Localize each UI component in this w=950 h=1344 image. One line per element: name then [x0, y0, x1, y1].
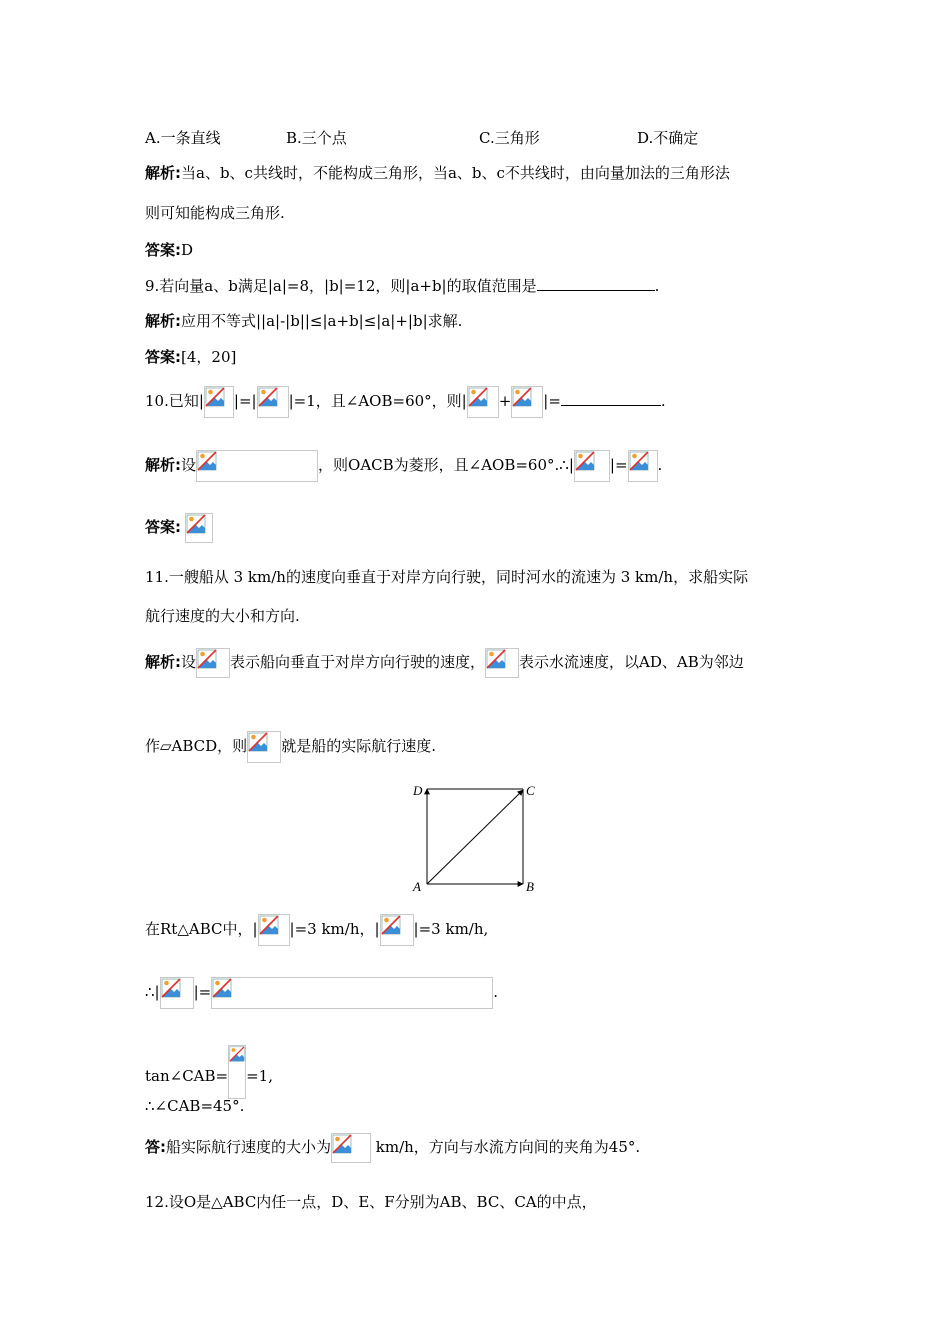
- q11-tan-line: tan∠CAB= =1,: [145, 1045, 273, 1099]
- q11-rt-line: 在Rt△ABC中，| |=3 km/h，| |=3 km/h,: [145, 912, 488, 946]
- option-d: D.不确定: [637, 129, 699, 147]
- q11-final-answer: 答:船实际航行速度的大小为 km/h，方向与水流方向间的夹角为45°.: [145, 1130, 640, 1164]
- answer-image: [185, 513, 213, 543]
- q8-answer: 答案:D: [145, 241, 194, 259]
- vector-image: [511, 386, 543, 418]
- option-b: B.三个点: [286, 129, 347, 147]
- vector-ac: [427, 790, 523, 884]
- q10-question: 10.已知| |=| |=1，且∠AOB=60°，则| + |= .: [145, 384, 666, 418]
- q12-question: 12.设O是△ABC内任一点，D、E、F分别为AB、BC、CA的中点，: [145, 1193, 597, 1211]
- label-b: B: [526, 879, 534, 894]
- label-c: C: [526, 783, 535, 798]
- q9-analysis: 解析:应用不等式||a|-|b||≤|a+b|≤|a|+|b|求解.: [145, 312, 463, 330]
- option-c: C.三角形: [479, 129, 540, 147]
- q11-line1: 11.一艘船从 3 km/h的速度向垂直于对岸方向行驶，同时河水的流速为 3 km/h，求船实际: [145, 568, 749, 586]
- formula-image: [196, 450, 318, 482]
- q9-answer: 答案:[4，20]: [145, 348, 237, 366]
- formula-image: [211, 977, 493, 1009]
- label-a: A: [413, 879, 421, 894]
- q11-angle-line: ∴∠CAB=45°.: [145, 1097, 245, 1115]
- magnitude-image: [331, 1133, 371, 1163]
- vector-image: [257, 386, 289, 418]
- vector-image: [204, 386, 234, 418]
- vector-image: [247, 731, 281, 763]
- fraction-image: [228, 1045, 246, 1099]
- q11-line2: 航行速度的大小和方向.: [145, 607, 300, 625]
- vector-image: [467, 386, 499, 418]
- vector-image: [380, 914, 414, 946]
- vector-image: [574, 450, 610, 482]
- formula-image: [628, 450, 658, 482]
- q8-analysis-line2: 则可知能构成三角形.: [145, 204, 285, 222]
- answer-blank: [537, 290, 655, 291]
- vector-image: [485, 648, 519, 678]
- answer-blank: [561, 405, 661, 406]
- q10-answer: 答案:: [145, 510, 213, 544]
- q11-analysis: 解析:设 表示船向垂直于对岸方向行驶的速度， 表示水流速度，以AD、AB为邻边: [145, 645, 744, 679]
- vector-image: [160, 977, 194, 1009]
- vector-diagram: [405, 778, 545, 898]
- vector-image: [258, 914, 290, 946]
- analysis-label: 解析:: [145, 164, 181, 182]
- q10-analysis: 解析:设 ，则OACB为菱形，且∠AOB=60°.∴| |= .: [145, 448, 662, 482]
- answer-label: 答案:: [145, 241, 181, 259]
- vector-image: [196, 648, 230, 678]
- q8-analysis-line1: 解析:当a、b、c共线时，不能构成三角形，当a、b、c不共线时，由向量加法的三角形法: [145, 164, 730, 182]
- q9-question: 9.若向量a、b满足|a|=8，|b|=12，则|a+b|的取值范围是 .: [145, 277, 660, 295]
- label-d: D: [413, 783, 423, 798]
- option-a: A.一条直线: [145, 129, 221, 147]
- q11-magnitude-line: ∴| |= .: [145, 975, 498, 1009]
- q11-parallelogram-line: 作▱ABCD，则 就是船的实际航行速度.: [145, 729, 436, 763]
